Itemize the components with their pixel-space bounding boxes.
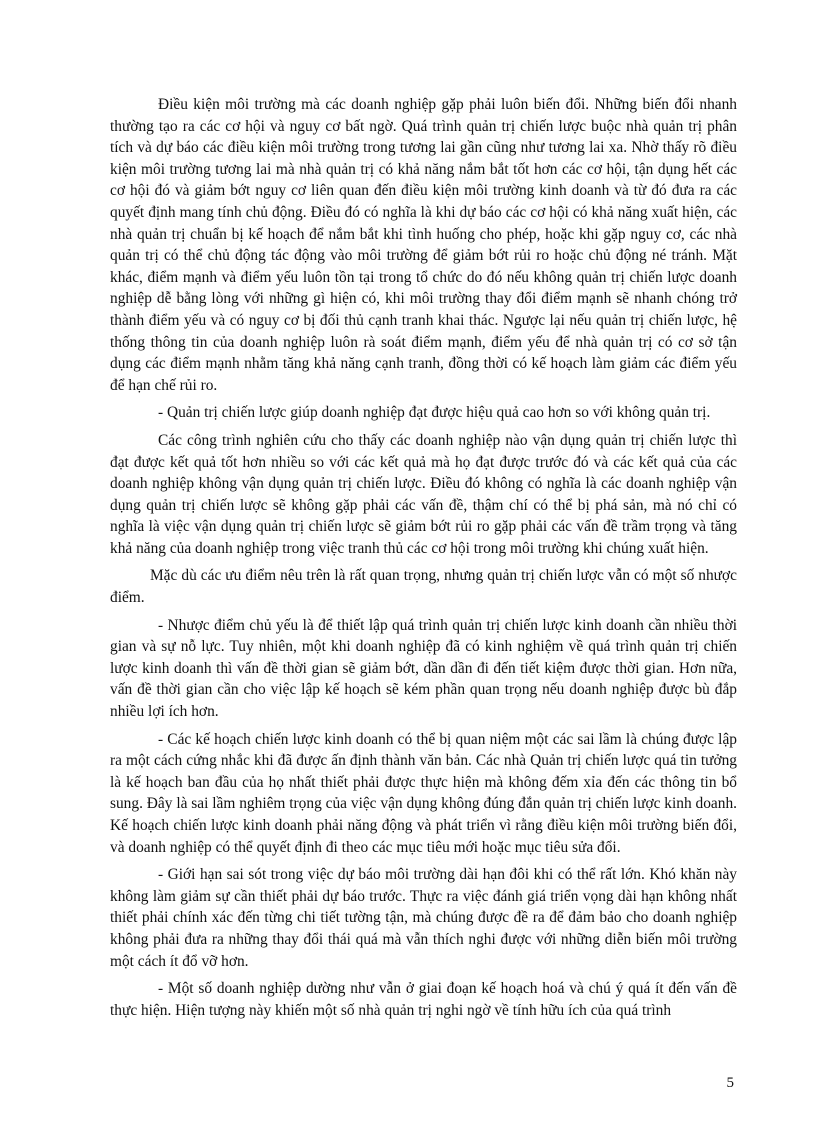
- paragraph-disadvantages-intro: Mặc dù các ưu điểm nêu trên là rất quan trọng, nhưng quản trị chiến lược vẫn có một số nhược điểm.: [110, 567, 737, 607]
- paragraph-efficiency-heading: - Quản trị chiến lược giúp doanh nghiệp đạt được hiệu quả cao hơn so với không quản trị.: [158, 404, 711, 422]
- paragraph-environment: Điều kiện môi trường mà các doanh nghiệp gặp phải luôn biến đổi. Những biến đổi nhanh thường tạo ra các cơ hội và nguy cơ bất ngờ. Quá trình quản trị chiến lược buộc nhà quản trị phân tích và dự báo các điều kiện môi trường trong tương lai gần cũng như tương lai xa. Nhờ thấy rõ điều kiện môi trường tương lai mà nhà quản trị có khả năng nắm bắt tốt hơn các cơ hội, tận dụng hết các cơ hội đó và giảm bớt nguy cơ liên quan đến điều kiện môi trường kinh doanh và từ đó đưa ra các quyết định mang tính chủ động. Điều đó có nghĩa là khi dự báo các cơ hội có khả năng xuất hiện, các nhà quản trị chuẩn bị kế hoạch để nắm bắt khi tình huống cho phép, hoặc khi gặp nguy cơ, các nhà quản trị có thể chủ động tác động vào môi trường để giảm bớt rủi ro hoặc chủ động né tránh. Mặt khác, điểm mạnh và điểm yếu luôn tồn tại trong tổ chức do đó nếu không quản trị chiến lược doanh nghiệp dễ bằng lòng với những gì hiện có, khi môi trường thay đổi điểm mạnh sẽ nhanh chóng trở thành điểm yếu và có nguy cơ bị đối thủ cạnh tranh khai thác. Ngược lại nếu quản trị chiến lược, hệ thống thông tin của doanh nghiệp luôn rà soát điểm mạnh, điểm yếu để nhà quản trị có cơ sở tận dụng các điểm mạnh nhằm tăng khả năng cạnh tranh, đồng thời có kế hoạch làm giảm các điểm yếu để hạn chế rủi ro.: [110, 96, 737, 394]
- document-body: [110, 94, 737, 1027]
- page-number: 5: [726, 1075, 734, 1091]
- paragraph-research-results: Các công trình nghiên cứu cho thấy các doanh nghiệp nào vận dụng quản trị chiến lược thì đạt được kết quả tốt hơn nhiều so với các kết quả mà họ đạt được trước đó và các kết quả của các doanh nghiệp không vận dụng quản trị chiến lược. Điều đó không có nghĩa là các doanh nghiệp vận dụng quản trị chiến lược sẽ không gặp phải các vấn đề, thậm chí có thể bị phá sản, mà nó chỉ có nghĩa là việc vận dụng quản trị chiến lược sẽ giảm bớt rủi ro gặp phải các vấn đề trầm trọng và tăng khả năng của doanh nghiệp trong việc tranh thủ các cơ hội trong môi trường khi chúng xuất hiện.: [110, 431, 737, 557]
- paragraph-rigid-plans: - Các kế hoạch chiến lược kinh doanh có thể bị quan niệm một các sai lầm là chúng được lập ra một cách cứng nhắc khi đã được ấn định thành văn bản. Các nhà Quản trị chiến lược quá tin tưởng là kế hoạch ban đầu của họ nhất thiết phải được thực hiện mà không đếm xỉa đến các thông tin bổ sung. Đây là sai lầm nghiêm trọng của việc vận dụng không đúng đắn quản trị chiến lược kinh doanh. Kế hoạch chiến lược kinh doanh phải năng động và phát triển vì rằng điều kiện môi trường biến đổi, và doanh nghiệp có thể quyết định đi theo các mục tiêu mới hoặc mục tiêu sửa đổi.: [110, 730, 737, 856]
- paragraph-forecast-limits: - Giới hạn sai sót trong việc dự báo môi trường dài hạn đôi khi có thể rất lớn. Khó khăn này không làm giảm sự cần thiết phải dự báo trước. Thực ra việc đánh giá triển vọng dài hạn không nhất thiết phải chính xác đến từng chi tiết tường tận, mà chúng được đề ra để đảm bảo cho doanh nghiệp không phải đưa ra những thay đổi thái quá mà vẫn thích nghi được với những diễn biến môi trường một cách ít đổ vỡ hơn.: [110, 866, 737, 970]
- paragraph-time-effort: - Nhược điểm chủ yếu là để thiết lập quá trình quản trị chiến lược kinh doanh cần nhiều thời gian và sự nỗ lực. Tuy nhiên, một khi doanh nghiệp đã có kinh nghiệm về quá trình quản trị chiến lược kinh doanh thì vấn đề thời gian sẽ giảm bớt, dần dần đi đến tiết kiệm được thời gian. Hơn nữa, vấn đề thời gian cần cho việc lập kế hoạch sẽ kém phần quan trọng nếu doanh nghiệp được bù đắp nhiều lợi ích hơn.: [110, 616, 737, 721]
- paragraph-implementation: - Một số doanh nghiệp dường như vẫn ở giai đoạn kế hoạch hoá và chú ý quá ít đến vấn đề thực hiện. Hiện tượng này khiến một số nhà quản trị nghi ngờ về tính hữu ích của quá trình: [110, 980, 737, 1019]
